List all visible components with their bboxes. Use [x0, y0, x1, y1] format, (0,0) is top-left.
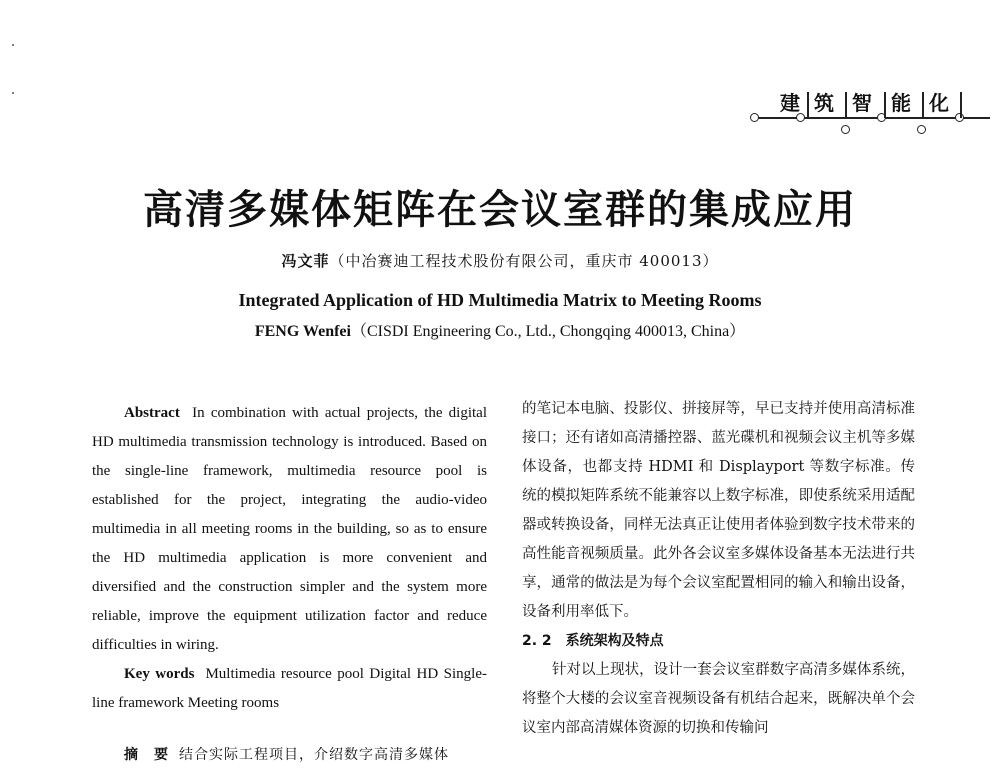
abstract-label: Abstract: [124, 405, 180, 421]
tag-char: 智: [852, 91, 872, 115]
tag-circle: [841, 125, 850, 134]
tag-divider: [922, 92, 924, 118]
body-paragraph: 的笔记本电脑、投影仪、拼接屏等，早已支持并使用高清标准接口；还有诸如高清播控器、蓝光碟机和视频会议主机等多媒体设备，也都支持 HDMI 和 Displayport 等数字标准。传统的模拟矩阵系统不能兼容以上数字标准，即使系统采用适配器或转换设备，同样无法真正让使用者体验到数字技术带来的高性能音视频质量。此外各会议室多媒体设备基本无法进行共享，通常的做法是为每个会议室配置相同的输入和输出设备，设备利用率低下。: [522, 401, 915, 620]
section-heading: 2. 2 系统架构及特点: [522, 633, 664, 649]
abstract-cn: [124, 744, 496, 764]
author-name-cn: 冯文菲: [281, 252, 330, 270]
tag-char: 筑: [814, 91, 834, 115]
column-tag: [750, 88, 990, 138]
scan-speck: [12, 92, 14, 94]
author-affiliation-en: （CISDI Engineering Co., Ltd., Chongqing 400013, China）: [350, 323, 746, 340]
tag-char: 能: [891, 91, 911, 115]
abstract-text: In combination with actual projects, the digital HD multimedia transmission technology is introduced. Based on the single-line framework, multimedia resource pool is established for the project, integrating the audio-video multimedia in all meeting rooms in the building, so as to ensure the HD multimedia application is more convenient and diversified and the construction simpler and the system more reliable, improve the equipment utilization factor and reduce difficulties in wiring.: [92, 405, 488, 653]
scan-speck: [12, 44, 14, 46]
abstract-cn-label: 摘 要: [124, 747, 169, 763]
tag-divider: [807, 92, 809, 118]
author-line-cn: [0, 250, 1000, 271]
tag-char: 建: [780, 91, 800, 115]
keywords-text: Multimedia resource pool Digital HD Single-line framework Meeting rooms: [92, 666, 487, 711]
tag-char: 化: [929, 91, 949, 115]
paper-title-cn: 高清多媒体矩阵在会议室群的集成应用: [143, 187, 857, 233]
tag-divider: [845, 92, 847, 118]
author-affiliation-cn: （中冶赛迪工程技术股份有限公司，重庆市 400013）: [329, 252, 719, 270]
author-name-en: FENG Wenfei: [254, 323, 351, 340]
tag-circle: [917, 125, 926, 134]
tag-circle: [750, 113, 759, 122]
body-paragraph: 针对以上现状，设计一套会议室群数字高清多媒体系统，将整个大楼的会议室音视频设备有机结合起来，既解决单个会议室内部高清媒体资源的切换和传输问: [522, 662, 915, 736]
author-line-en: [0, 318, 1000, 341]
abstract-en: [92, 399, 487, 660]
tag-divider: [960, 92, 962, 118]
left-column: [92, 399, 487, 718]
keywords-label: Key words: [124, 666, 195, 682]
tag-divider: [884, 92, 886, 118]
keywords-en: [92, 660, 487, 718]
right-column: [522, 395, 915, 743]
abstract-cn-text: 结合实际工程项目，介绍数字高清多媒体: [179, 747, 449, 763]
paper-title-en: Integrated Application of HD Multimedia Matrix to Meeting Rooms: [238, 290, 762, 310]
